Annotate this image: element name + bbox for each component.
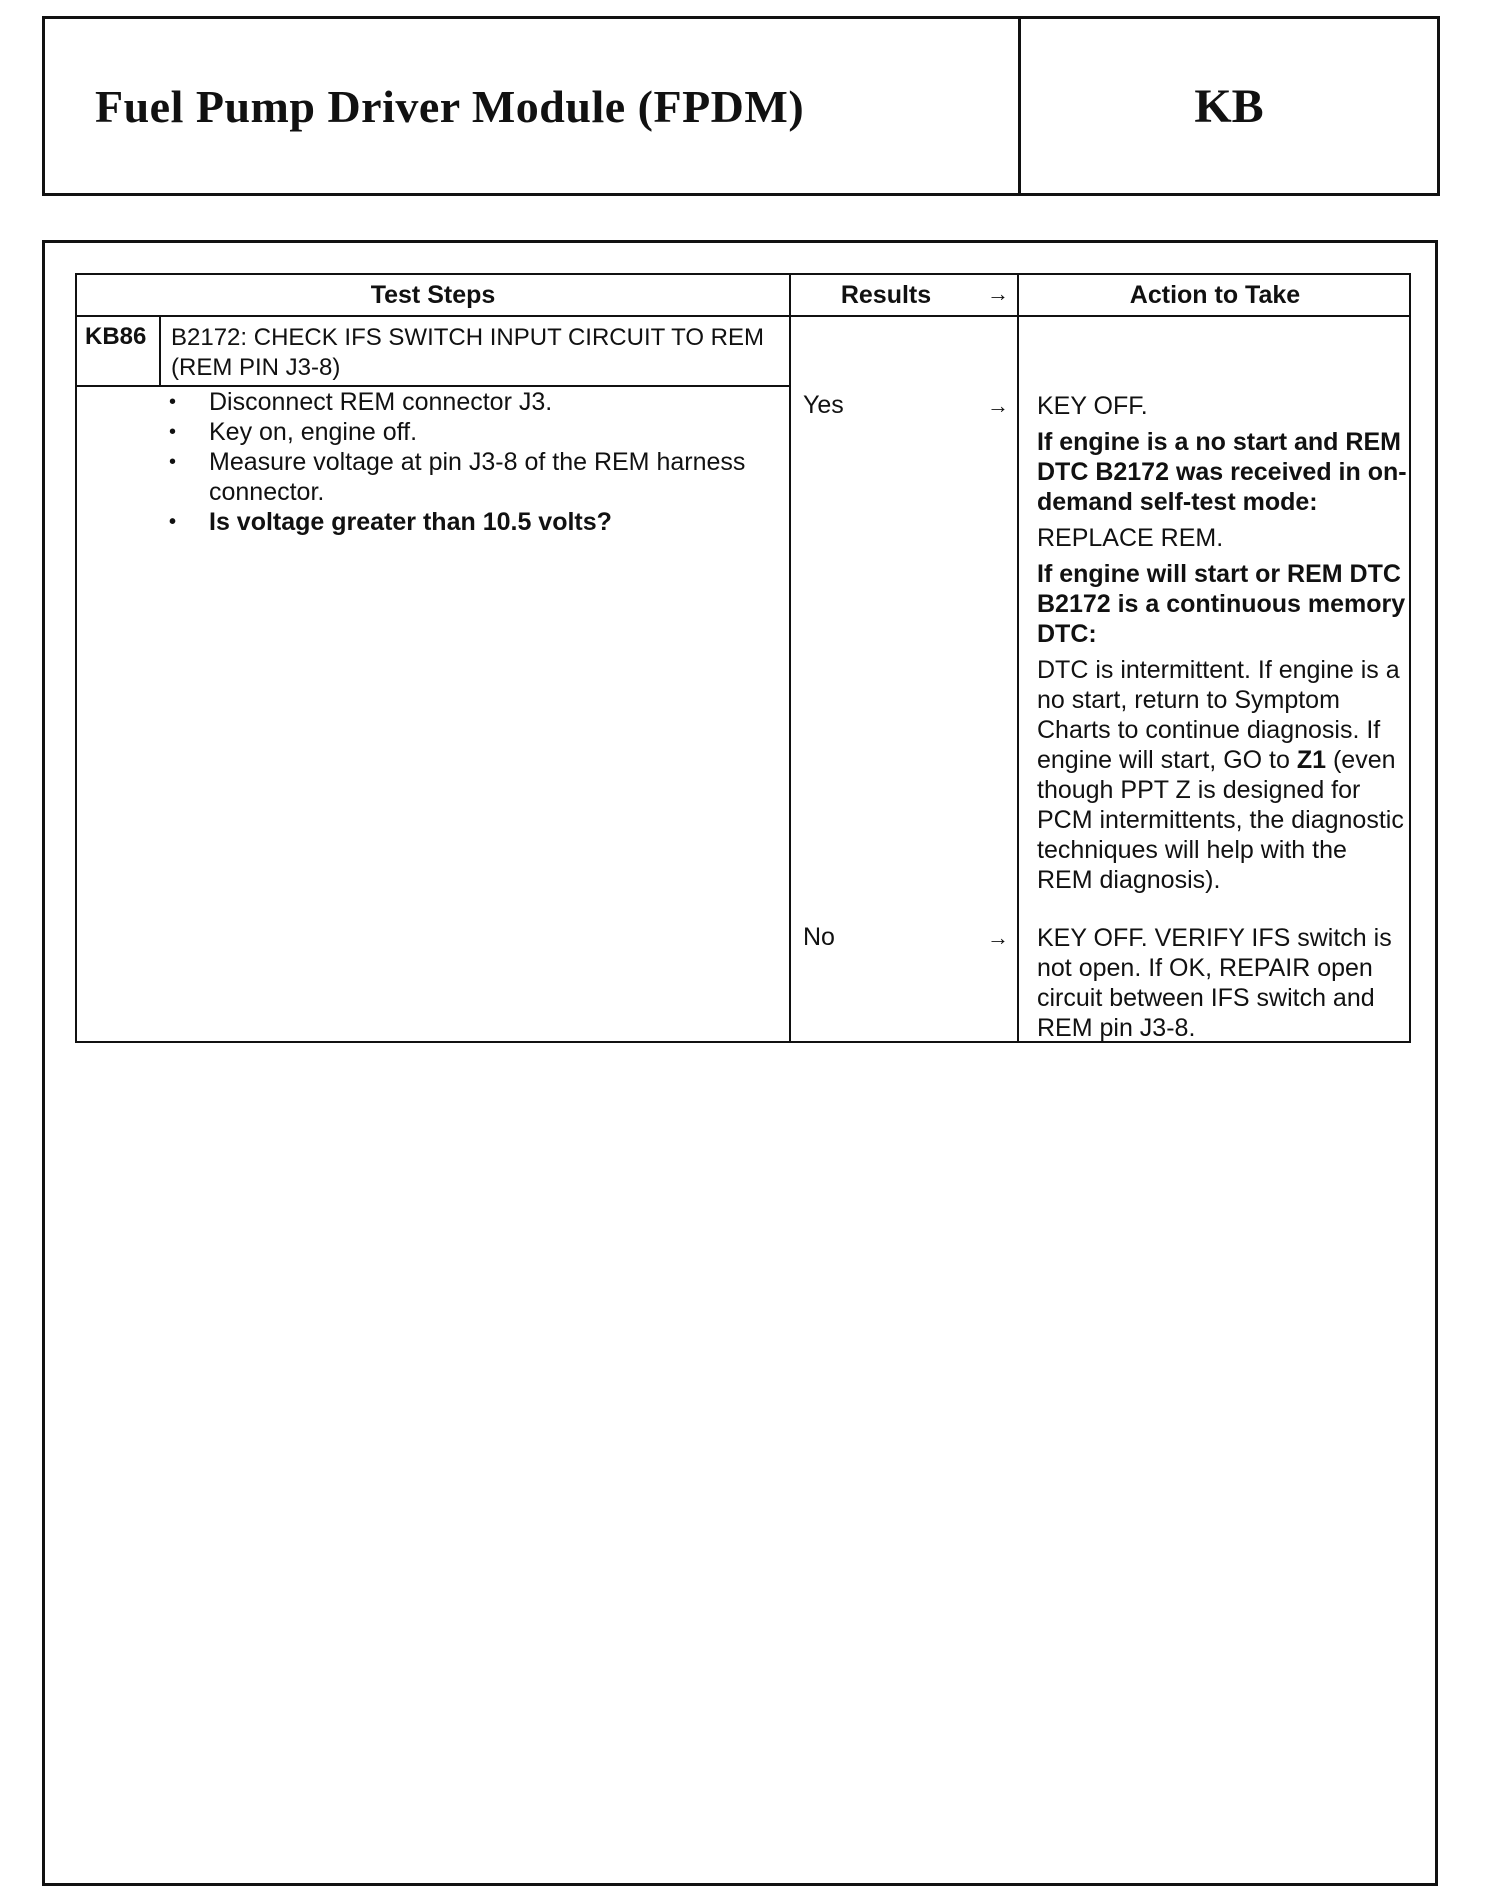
- yes-arrow-icon: →: [987, 393, 1009, 418]
- yes-key-off: KEY OFF.: [1037, 392, 1148, 420]
- yes-condition-1: If engine is a no start and REM DTC B2172 was received in on-demand self-test mode:: [1037, 428, 1407, 516]
- section-code: KB: [1194, 79, 1264, 133]
- result-yes: Yes: [803, 391, 844, 419]
- col-header-results: Results: [840, 281, 932, 309]
- col-header-test-steps: Test Steps: [370, 281, 496, 309]
- action-yes: [1037, 391, 1407, 901]
- list-item: • Disconnect REM connector J3.: [167, 387, 767, 417]
- list-item-question: • Is voltage greater than 10.5 volts?: [167, 507, 767, 537]
- yes-condition-2: If engine will start or REM DTC B2172 is a continuous memory DTC:: [1037, 560, 1406, 648]
- no-arrow-icon: →: [987, 925, 1009, 950]
- step-id: KB86: [85, 323, 147, 350]
- header-arrow-icon: →: [987, 281, 1009, 306]
- action-no: KEY OFF. VERIFY IFS switch is not open. If OK, REPAIR open circuit between IFS switch and REM pin J3-8.: [1037, 924, 1392, 1042]
- step-id-divider: [159, 315, 161, 385]
- step-title: B2172: CHECK IFS SWITCH INPUT CIRCUIT TO REM (REM PIN J3-8): [171, 324, 764, 381]
- yes-action-2-tail: (even though PPT Z is designed for PCM intermittents, the diagnostic techniques will help with the REM diagnosis).: [1037, 746, 1404, 894]
- yes-action-1: REPLACE REM.: [1037, 524, 1224, 552]
- list-item: • Measure voltage at pin J3-8 of the REM harness connector.: [167, 447, 767, 507]
- col-divider-results: [1017, 275, 1019, 1041]
- yes-action-2: [1037, 655, 1407, 895]
- content-frame: [42, 240, 1438, 1886]
- diagnostic-table: [75, 273, 1411, 1043]
- result-no: No: [803, 923, 835, 951]
- col-divider-steps: [789, 275, 791, 1041]
- page-title: Fuel Pump Driver Module (FPDM): [45, 19, 1021, 193]
- page-header: [42, 16, 1440, 196]
- list-item: • Key on, engine off.: [167, 417, 767, 447]
- yes-action-2-text: DTC is intermittent. If engine is a no start, return to Symptom Charts to continue diagnosis. If engine will start, GO to: [1037, 656, 1400, 774]
- yes-action-2-ref: Z1: [1296, 746, 1327, 774]
- step-bullets: [167, 387, 767, 537]
- header-rule: [77, 315, 1409, 317]
- col-header-action: Action to Take: [1129, 281, 1301, 309]
